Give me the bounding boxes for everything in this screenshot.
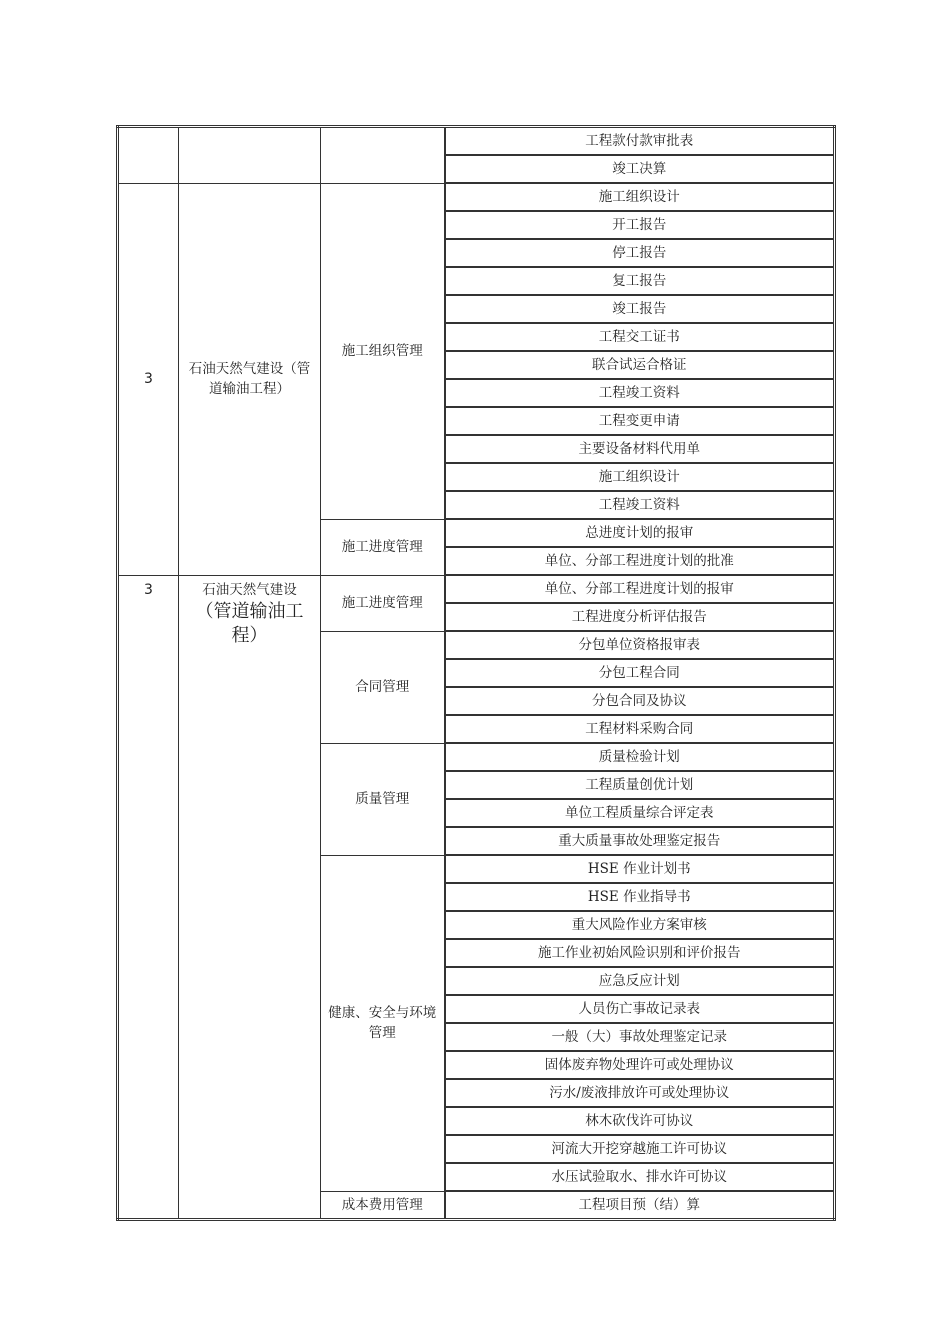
item-cell: 开工报告 xyxy=(445,211,835,239)
item-cell: 联合试运合格证 xyxy=(445,351,835,379)
item-cell: 施工组织设计 xyxy=(445,183,835,211)
item-cell: 施工作业初始风险识别和评价报告 xyxy=(445,939,835,967)
item-cell: 质量检验计划 xyxy=(445,743,835,771)
category-cell: 合同管理 xyxy=(321,631,445,743)
item-cell: 主要设备材料代用单 xyxy=(445,435,835,463)
table-body xyxy=(118,127,835,1220)
item-cell: 工程进度分析评估报告 xyxy=(445,603,835,631)
item-cell: 施工组织设计 xyxy=(445,463,835,491)
item-cell: 工程材料采购合同 xyxy=(445,715,835,743)
item-cell: 复工报告 xyxy=(445,267,835,295)
item-cell: 分包合同及协议 xyxy=(445,687,835,715)
project-cell xyxy=(179,575,321,1220)
item-cell: 停工报告 xyxy=(445,239,835,267)
category-cell: 施工组织管理 xyxy=(321,183,445,519)
project-cell: 石油天然气建设（管道输油工程） xyxy=(179,183,321,575)
item-cell: 工程变更申请 xyxy=(445,407,835,435)
item-cell: 单位工程质量综合评定表 xyxy=(445,799,835,827)
item-cell: 竣工报告 xyxy=(445,295,835,323)
item-cell: 工程竣工资料 xyxy=(445,491,835,519)
project-line-1: 石油天然气建设 xyxy=(202,581,297,598)
document-table xyxy=(116,125,836,1221)
item-cell: HSE 作业计划书 xyxy=(445,855,835,883)
item-cell: 重大质量事故处理鉴定报告 xyxy=(445,827,835,855)
item-cell: 竣工决算 xyxy=(445,155,835,183)
item-cell: 工程款付款审批表 xyxy=(445,127,835,156)
category-cell xyxy=(321,127,445,184)
category-cell: 成本费用管理 xyxy=(321,1191,445,1220)
item-cell: 水压试验取水、排水许可协议 xyxy=(445,1163,835,1191)
item-cell: 工程质量创优计划 xyxy=(445,771,835,799)
item-cell: HSE 作业指导书 xyxy=(445,883,835,911)
item-cell: 一般（大）事故处理鉴定记录 xyxy=(445,1023,835,1051)
item-cell: 总进度计划的报审 xyxy=(445,519,835,547)
item-cell: 单位、分部工程进度计划的批准 xyxy=(445,547,835,575)
item-cell: 单位、分部工程进度计划的报审 xyxy=(445,575,835,603)
category-cell: 施工进度管理 xyxy=(321,519,445,575)
project-line-2: （管道输油工程） xyxy=(195,600,304,646)
item-cell: 污水/废液排放许可或处理协议 xyxy=(445,1079,835,1107)
item-cell: 应急反应计划 xyxy=(445,967,835,995)
table-row xyxy=(118,127,835,156)
number-cell xyxy=(118,127,179,184)
table-row xyxy=(118,183,835,211)
number-cell: 3 xyxy=(118,575,179,1220)
item-cell: 工程交工证书 xyxy=(445,323,835,351)
item-cell: 重大风险作业方案审核 xyxy=(445,911,835,939)
project-cell xyxy=(179,127,321,184)
item-cell: 工程竣工资料 xyxy=(445,379,835,407)
category-cell: 质量管理 xyxy=(321,743,445,855)
item-cell: 分包工程合同 xyxy=(445,659,835,687)
item-cell: 河流大开挖穿越施工许可协议 xyxy=(445,1135,835,1163)
item-cell: 工程项目预（结）算 xyxy=(445,1191,835,1220)
number-cell: 3 xyxy=(118,183,179,575)
category-cell: 健康、安全与环境管理 xyxy=(321,855,445,1191)
item-cell: 固体废弃物处理许可或处理协议 xyxy=(445,1051,835,1079)
item-cell: 林木砍伐许可协议 xyxy=(445,1107,835,1135)
item-cell: 人员伤亡事故记录表 xyxy=(445,995,835,1023)
table-row xyxy=(118,575,835,603)
item-cell: 分包单位资格报审表 xyxy=(445,631,835,659)
category-cell: 施工进度管理 xyxy=(321,575,445,631)
